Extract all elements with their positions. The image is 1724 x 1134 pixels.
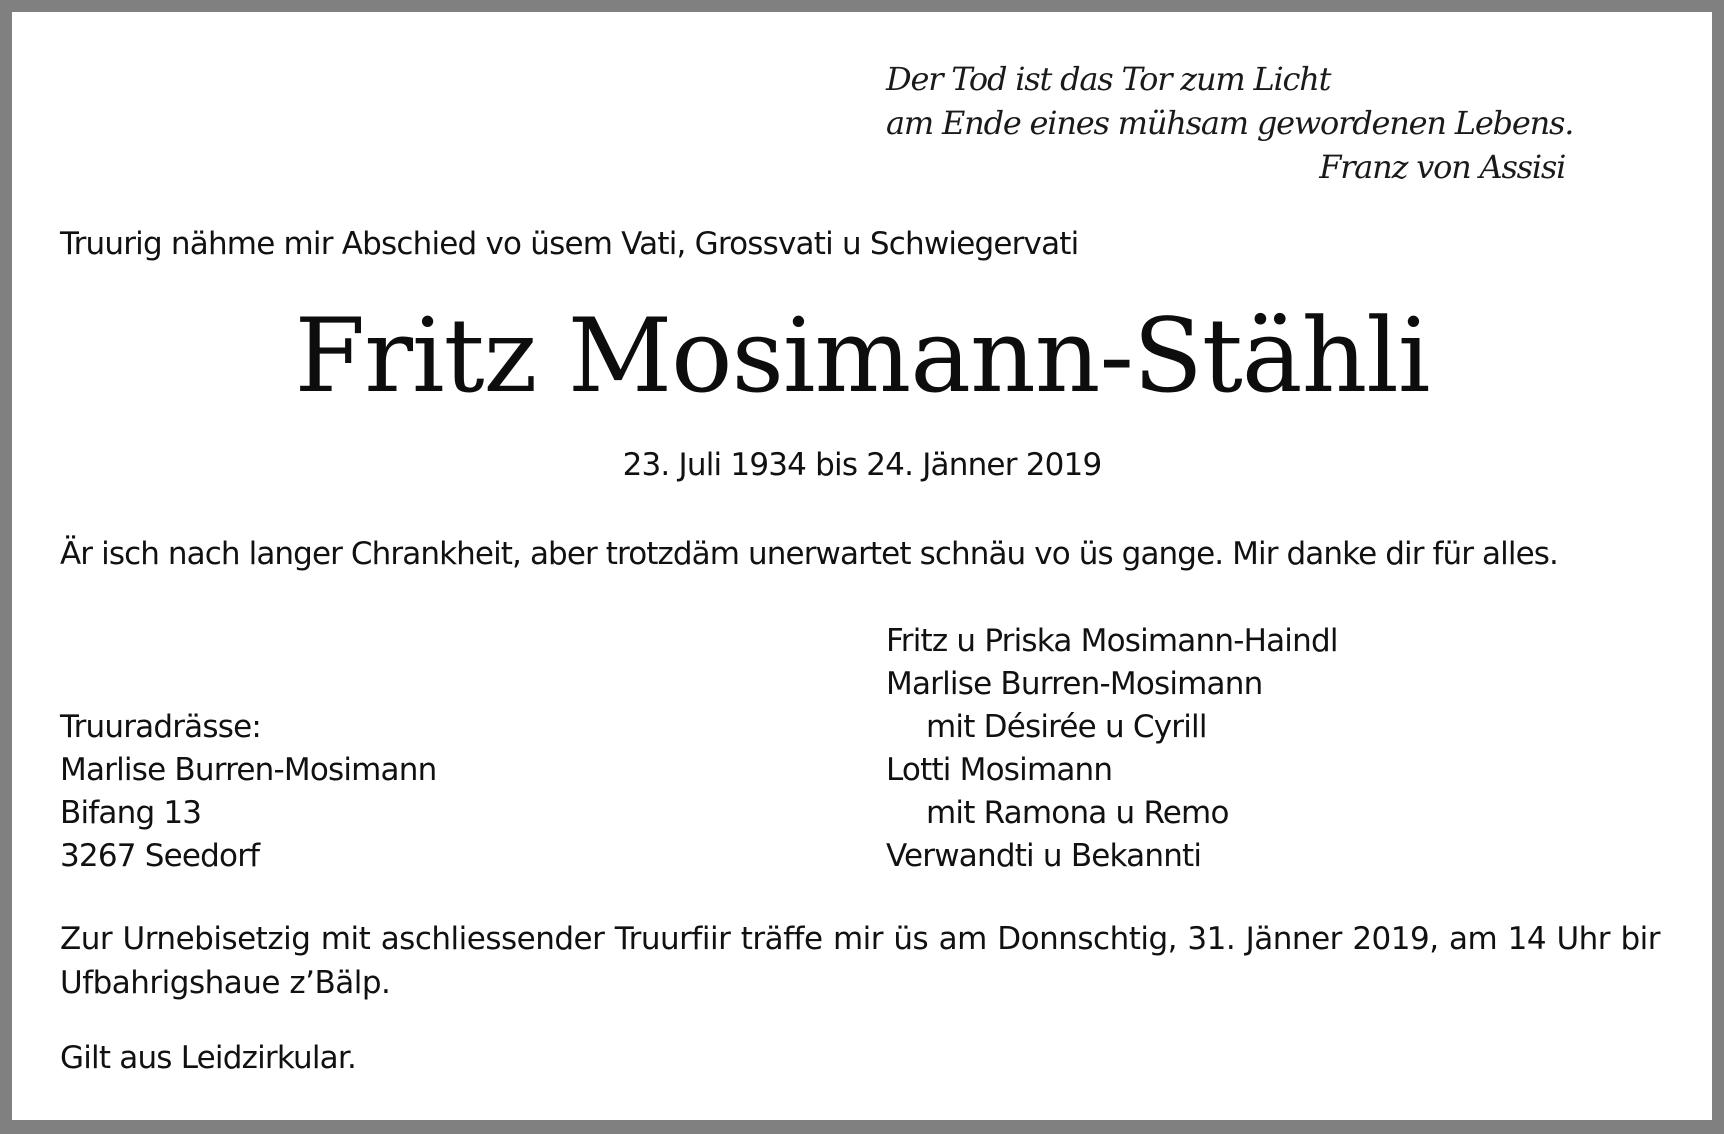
mourner-entry: mit Désirée u Cyrill: [926, 709, 1207, 745]
mourner-entry: Verwandti u Bekannti: [886, 838, 1202, 874]
address-street: Bifang 13: [60, 795, 202, 831]
motto-line-1: Der Tod ist das Tor zum Licht: [886, 60, 1331, 98]
mourner-entry: mit Ramona u Remo: [926, 795, 1229, 831]
motto-author: Franz von Assisi: [1319, 148, 1566, 186]
address-name: Marlise Burren-Mosimann: [60, 752, 437, 788]
deceased-name: Fritz Mosimann-Stähli: [294, 297, 1430, 416]
intro-text: Truurig nähme mir Abschied vo üsem Vati, Grossvati u Schwiegervati: [60, 226, 1079, 262]
motto-line-2: am Ende eines mühsam gewordenen Lebens.: [886, 104, 1574, 142]
motto-quote: [886, 57, 1573, 189]
address-city: 3267 Seedorf: [60, 838, 260, 874]
service-announcement: Zur Urnebisetzig mit aschliessender Truurfiir träffe mir üs am Donnschtig, 31. Jänner 2019, am 14 Uhr bir Ufbahrigshaue z’Bälp.: [60, 921, 1660, 1001]
mourner-entry: Lotti Mosimann: [886, 752, 1113, 788]
statement-text: Är isch nach langer Chrankheit, aber trotzdäm unerwartet schnäu vo üs gange. Mir danke dir für alles.: [60, 536, 1558, 572]
mourning-address: [60, 706, 436, 878]
mourner-entry: Fritz u Priska Mosimann-Haindl: [886, 623, 1338, 659]
life-dates: 23. Juli 1934 bis 24. Jänner 2019: [622, 447, 1102, 483]
address-heading: Truuradrässe:: [60, 709, 261, 745]
mourners-list: [886, 620, 1338, 878]
obituary-page: [12, 12, 1712, 1120]
closing-note: Gilt aus Leidzirkular.: [60, 1040, 357, 1076]
mourner-entry: Marlise Burren-Mosimann: [886, 666, 1263, 702]
